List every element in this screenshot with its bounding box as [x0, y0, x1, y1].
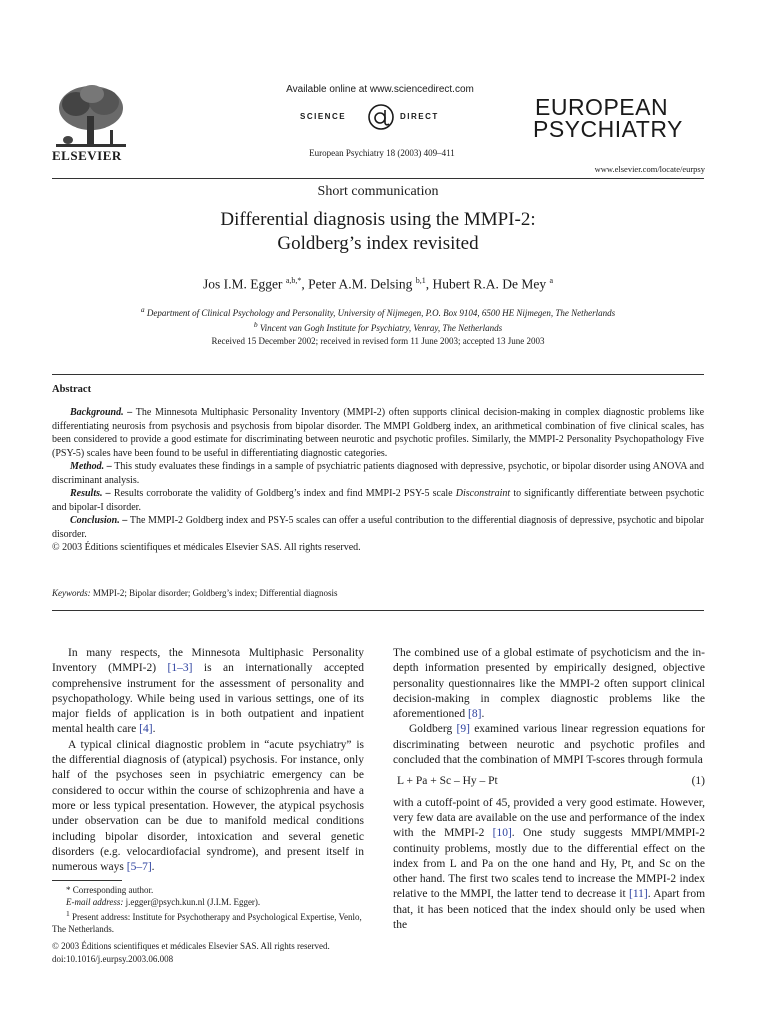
body-right-column [393, 646, 705, 933]
body-paragraph-3: The combined use of a global estimate of psychoticism and the in-depth information presented by empirically designed, objective personality questionnaires like the MMPI-2 often support clinical decision-making in complex diagnostic problems like the aforementioned [8]. [393, 647, 705, 721]
abstract-body [52, 406, 704, 555]
doi: doi:10.1016/j.eurpsy.2003.06.008 [52, 953, 174, 964]
ref-link[interactable]: [8] [468, 708, 482, 721]
abstract-bottom-rule [52, 610, 704, 611]
ref-link[interactable]: [4] [139, 723, 153, 736]
publisher-name: ELSEVIER [52, 148, 122, 163]
affiliation-a: $^a$ Department of Clinical Psychology and Personality, University of Nijmegen, P.O. Box 9104, 6500 HE Nijmegen, The Netherlands [140, 305, 616, 318]
journal-reference: European Psychiatry 18 (2003) 409–411 [309, 148, 455, 158]
author-3: Hubert R.A. De Mey [432, 276, 547, 292]
article-type: Short communication [317, 184, 439, 199]
body-paragraph-4: Goldberg [9] examined various linear regression equations for discriminating between neurotic and psychotic profiles and concluded that the combination of MMPI T-scores through formula [393, 723, 705, 767]
abstract-conclusion: Conclusion. – The MMPI-2 Goldberg index and PSY-5 scales can offer a useful contribution to the differential diagnosis of depressive, psychotic and bipolar disorder. [52, 515, 704, 540]
title-line1: Differential diagnosis using the MMPI-2: [220, 209, 536, 230]
page-copyright: © 2003 Éditions scientifiques et médicales Elsevier SAS. All rights reserved. doi:10.1016/j.eurpsy.2003.06.008 [52, 940, 372, 965]
equation-1: L + Pa + Sc – Hy – Pt (1) [397, 775, 705, 788]
sciencedirect-logo [300, 102, 470, 132]
footnotes [52, 884, 364, 935]
footnote-present-address: $^1$ Present address: Institute for Psychotherapy and Psychological Expertise, Venlo, The Netherlands. [52, 909, 362, 934]
sd-right: DIRECT [400, 112, 439, 121]
ref-link[interactable]: [9] [456, 723, 470, 736]
ref-link[interactable]: [10] [492, 827, 512, 840]
available-online-link[interactable]: Available online at www.sciencedirect.com [286, 84, 474, 95]
ref-link[interactable]: [1–3] [167, 662, 193, 675]
body-left-column [52, 646, 364, 875]
received-dates: Received 15 December 2002; received in revised form 11 June 2003; accepted 13 June 2003 [211, 336, 545, 346]
abstract-background: Background. – The Minnesota Multiphasic Personality Inventory (MMPI-2) often supports clinical decision-making in complex diagnostic problems like differentiating neurosis from psychosis and psychosis from bipolar disorder. The MMPI Goldberg index, an arithmetical combination of five clinical scales, has been considered to provide a good estimate for discriminating between neurotic and psychotic profiles. Similarly, the MMPI-2 Personality Psychopathology Five (PSY-5) scales have been found to be useful in differentiating diagnostic categories. [52, 407, 705, 459]
author-2: Peter A.M. Delsing [308, 276, 413, 292]
sd-left: SCIENCE [300, 112, 347, 121]
elsevier-tree-logo-icon [52, 82, 130, 152]
body-paragraph-1: In many respects, the Minnesota Multiphasic Personality Inventory (MMPI-2) [1–3] is an internationally accepted comprehensive instrument for the assessment of personality and psychopathology. While being used in various settings, one of its major fields of application is in both outpatient and inpatient mental health care [4]. [52, 647, 365, 736]
journal-name-line2: PSYCHIATRY [533, 116, 683, 142]
abstract-method: Method. – This study evaluates these findings in a sample of psychiatric patients diagnosed with depressive, psychotic, or bipolar disorder using ANOVA and discriminant analysis. [52, 461, 704, 486]
author-1-sup: a,b,* [285, 276, 302, 285]
abstract-copyright: © 2003 Éditions scientifiques et médicales Elsevier SAS. All rights reserved. [52, 542, 361, 553]
sciencedirect-at-icon [366, 102, 396, 132]
keywords: Keywords: MMPI-2; Bipolar disorder; Goldberg’s index; Differential diagnosis [52, 588, 338, 598]
ref-link[interactable]: [5–7] [126, 861, 152, 874]
title-line2: Goldberg’s index revisited [277, 233, 479, 254]
affiliations [52, 304, 704, 334]
abstract-results: Results. – Results corroborate the validity of Goldberg’s index and find MMPI-2 PSY-5 scale Disconstraint to significantly differentiate between psychotic and bipolar-I disorder. [52, 488, 705, 513]
body-paragraph-2: A typical clinical diagnostic problem in “acute psychiatry” is the differential diagnosis of (atypical) psychosis. For instance, only half of the psychoses seen in psychiatric emergency can be considered to occur within the course of schizophrenia and have a more or less typical presentation. However, the atypical psychosis under observation can be due to manifold medical conditions including bipolar disorder, intoxication and several genetic disorders (e.g. velocardiofacial syndrome), and present itself in numerous ways [5–7]. [52, 738, 364, 874]
journal-url[interactable]: www.elsevier.com/locate/eurpsy [594, 164, 705, 174]
author-3-sup: a [549, 276, 554, 285]
header-rule [52, 178, 704, 179]
author-1: Jos I.M. Egger [202, 276, 283, 292]
author-list: Jos I.M. Egger $^{a,b,*}$, Peter A.M. Delsing $^{b,1}$, Hubert R.A. De Mey $^a$ [202, 276, 554, 292]
footnote-email: E-mail address: j.egger@psych.kun.nl (J.I.M. Egger). [66, 897, 261, 907]
abstract-heading: Abstract [52, 384, 92, 395]
journal-name-line1: EUROPEAN [535, 94, 669, 120]
ref-link[interactable]: [11] [628, 888, 648, 901]
footnote-corresponding: * Corresponding author. [66, 885, 154, 895]
affiliation-b: $^b$ Vincent van Gogh Institute for Psychiatry, Venray, The Netherlands [253, 320, 503, 333]
article-title [52, 208, 704, 256]
abstract-top-rule [52, 374, 704, 375]
author-2-sup: b,1 [415, 276, 426, 285]
body-paragraph-5: with a cutoff-point of 45, provided a very good estimate. However, very few data are available on the use and performance of the index with the MMPI-2 [10]. One study suggests MMPI/MMPI-2 continuity problems, mostly due to the differential effect on the index from L and Pa on the one hand and Hy, Pt, and Sc on the other hand. The first two scales tend to increase the MMPI-2 index relative to the MMPI, the latter tend to decrease it [11]. Apart from that, it has been noticed that the index should only be used when the [393, 796, 706, 932]
footnote-rule [52, 880, 122, 881]
